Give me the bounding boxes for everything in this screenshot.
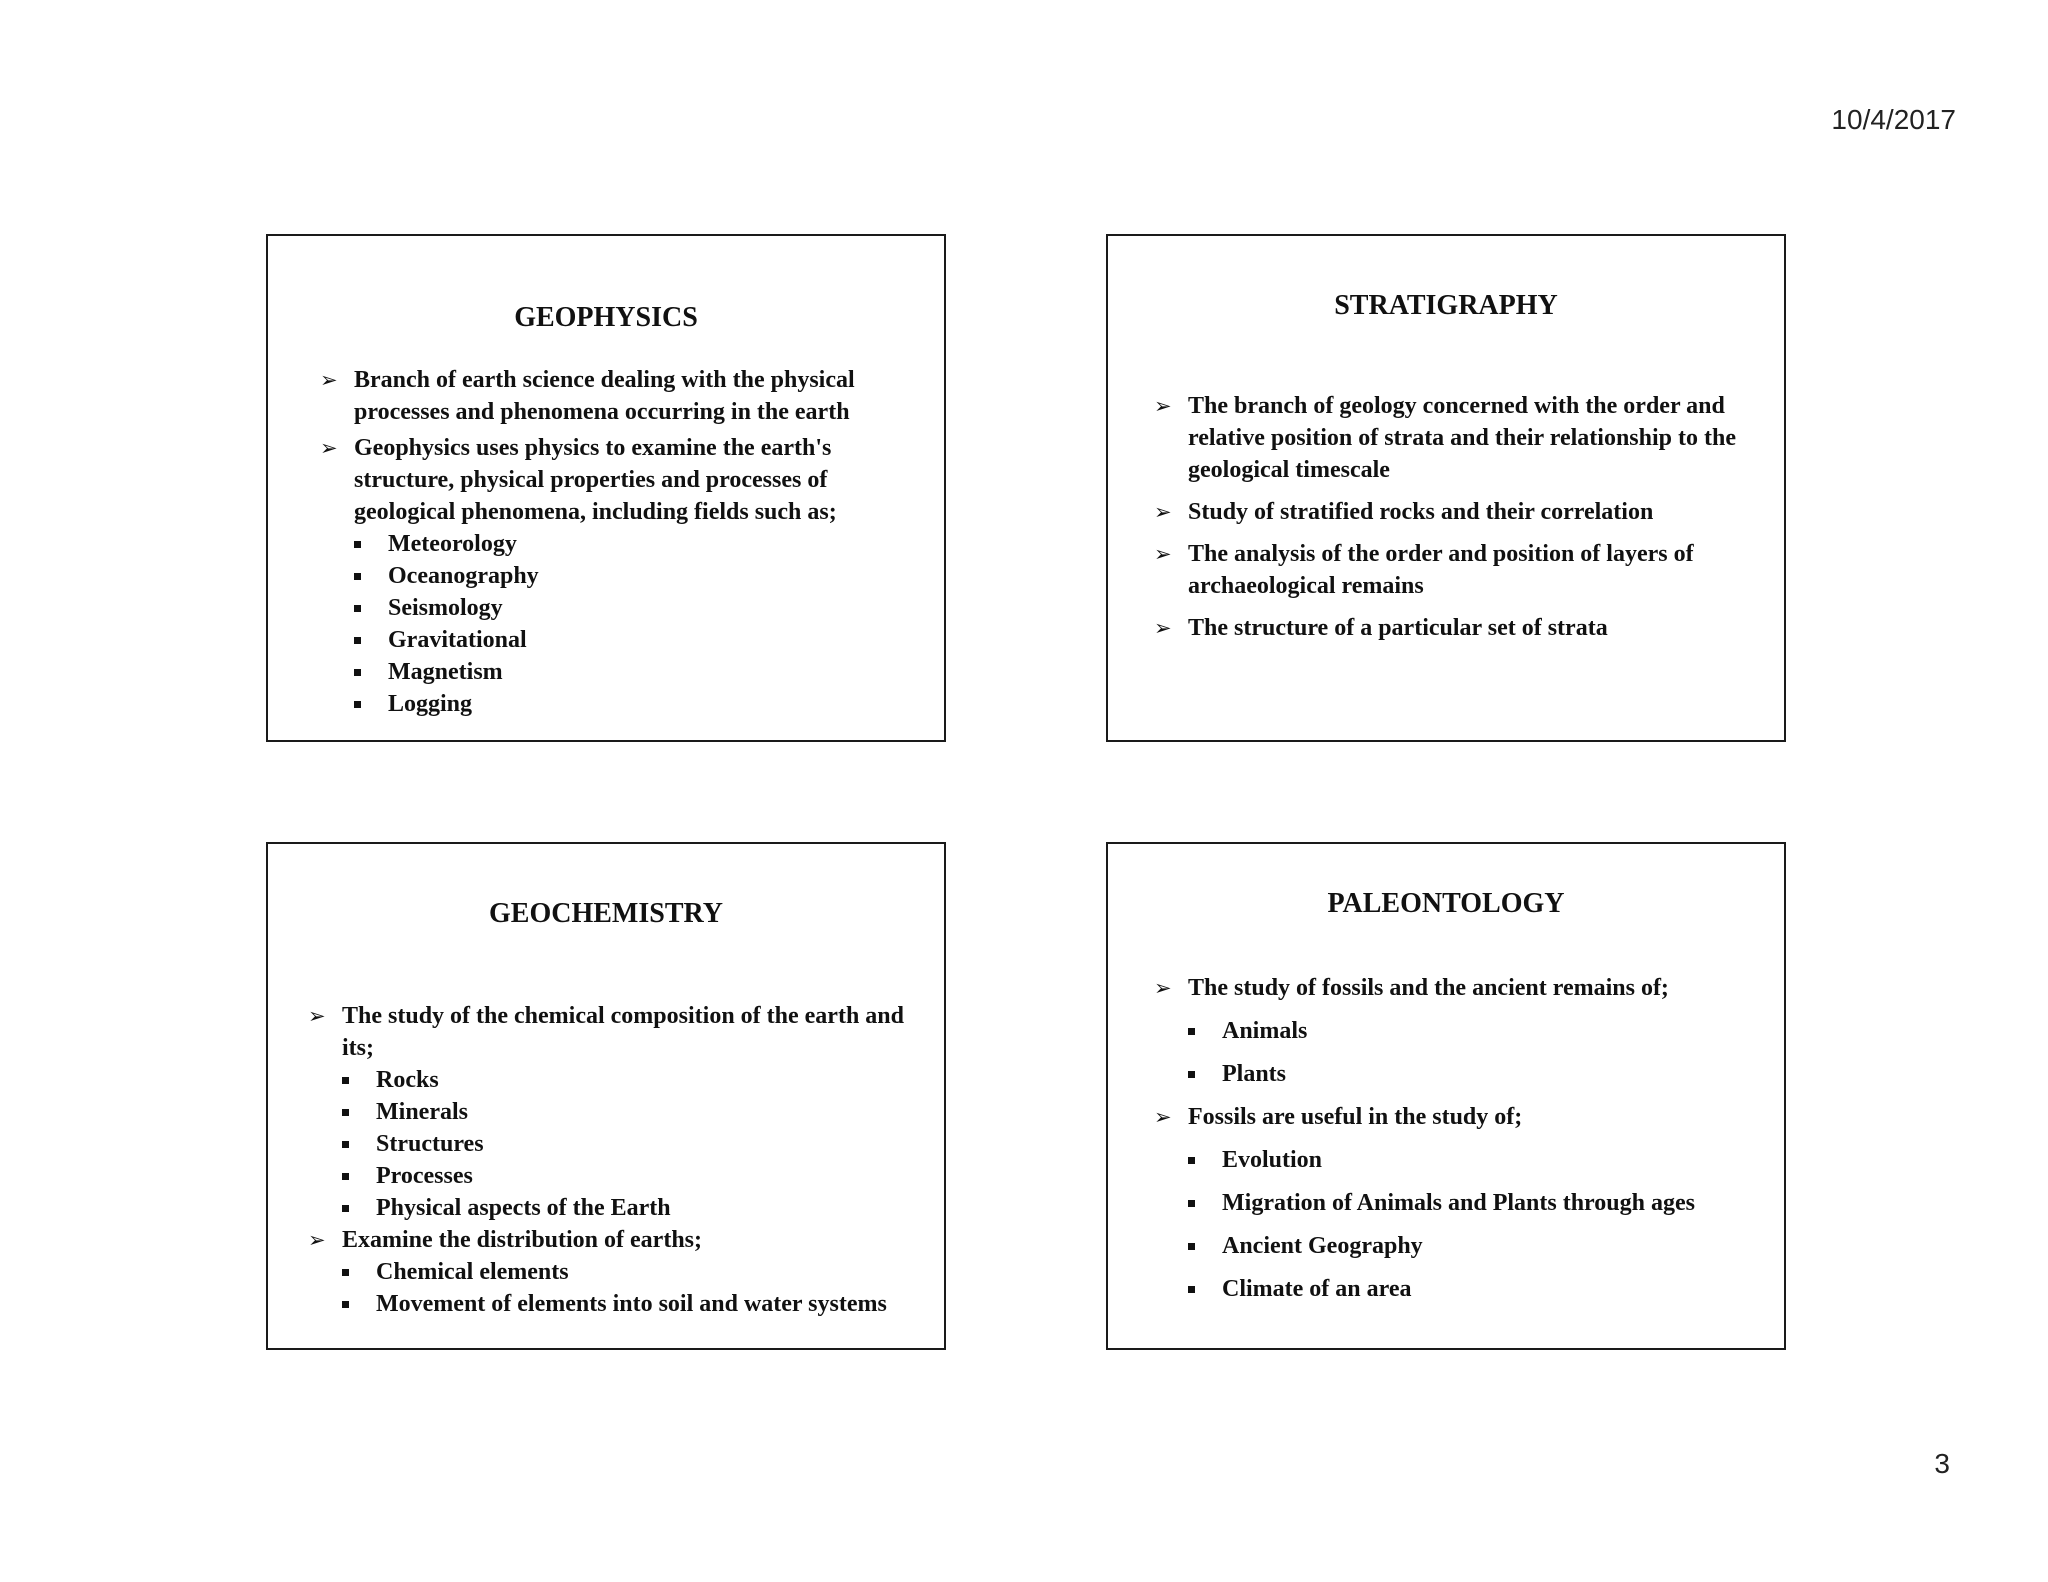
slide-body (320, 364, 928, 720)
slide-stratigraphy (1106, 234, 1786, 742)
sub-item: Seismology (320, 592, 928, 624)
sub-item: Structures (308, 1128, 940, 1160)
page-date: 10/4/2017 (1831, 104, 1956, 135)
bullet-item: ➢ Examine the distribution of earths; (308, 1224, 940, 1256)
slide-title: PALEONTOLOGY (1327, 888, 1565, 919)
sub-item: Gravitational (320, 624, 928, 656)
sub-item: Migration of Animals and Plants through ages (1154, 1187, 1776, 1219)
bullet-item: ➢ Branch of earth science dealing with the physical processes and phenomena occurring in the earth (320, 364, 928, 428)
sub-item: Oceanography (320, 560, 928, 592)
bullet-item: ➢ Fossils are useful in the study of; (1154, 1101, 1776, 1133)
sub-item: Minerals (308, 1096, 940, 1128)
page-number: 3 (1934, 1448, 1950, 1479)
slide-paleontology (1106, 842, 1786, 1350)
sub-item: Physical aspects of the Earth (308, 1192, 940, 1224)
sub-item: Logging (320, 688, 928, 720)
sub-item: Animals (1154, 1015, 1776, 1047)
sub-item: Climate of an area (1154, 1273, 1776, 1305)
bullet-item: ➢ Study of stratified rocks and their correlation (1154, 496, 1776, 528)
slide-geochemistry (266, 842, 946, 1350)
slide-body (1154, 390, 1776, 654)
sub-item: Plants (1154, 1058, 1776, 1090)
bullet-item: ➢ The analysis of the order and position of layers of archaeological remains (1154, 538, 1776, 602)
slide-geophysics (266, 234, 946, 742)
sub-item: Processes (308, 1160, 940, 1192)
bullet-item: ➢ The study of the chemical composition of the earth and its; (308, 1000, 940, 1064)
bullet-item: ➢ Geophysics uses physics to examine the earth's structure, physical properties and processes of geological phenomena, including fields such as; (320, 432, 928, 528)
bullet-item: ➢ The branch of geology concerned with the order and relative position of strata and their relationship to the geological timescale (1154, 390, 1776, 486)
bullet-item: ➢ The structure of a particular set of strata (1154, 612, 1776, 644)
sub-item: Magnetism (320, 656, 928, 688)
sub-item: Movement of elements into soil and water systems (308, 1288, 940, 1320)
slide-title: GEOCHEMISTRY (489, 898, 723, 929)
slide-title: GEOPHYSICS (514, 302, 698, 333)
slide-title: STRATIGRAPHY (1334, 290, 1558, 321)
bullet-item: ➢ The study of fossils and the ancient remains of; (1154, 972, 1776, 1004)
slide-body (308, 1000, 940, 1320)
sub-item: Ancient Geography (1154, 1230, 1776, 1262)
sub-item: Evolution (1154, 1144, 1776, 1176)
sub-item: Rocks (308, 1064, 940, 1096)
sub-item: Meteorology (320, 528, 928, 560)
sub-item: Chemical elements (308, 1256, 940, 1288)
slide-body (1154, 972, 1776, 1316)
